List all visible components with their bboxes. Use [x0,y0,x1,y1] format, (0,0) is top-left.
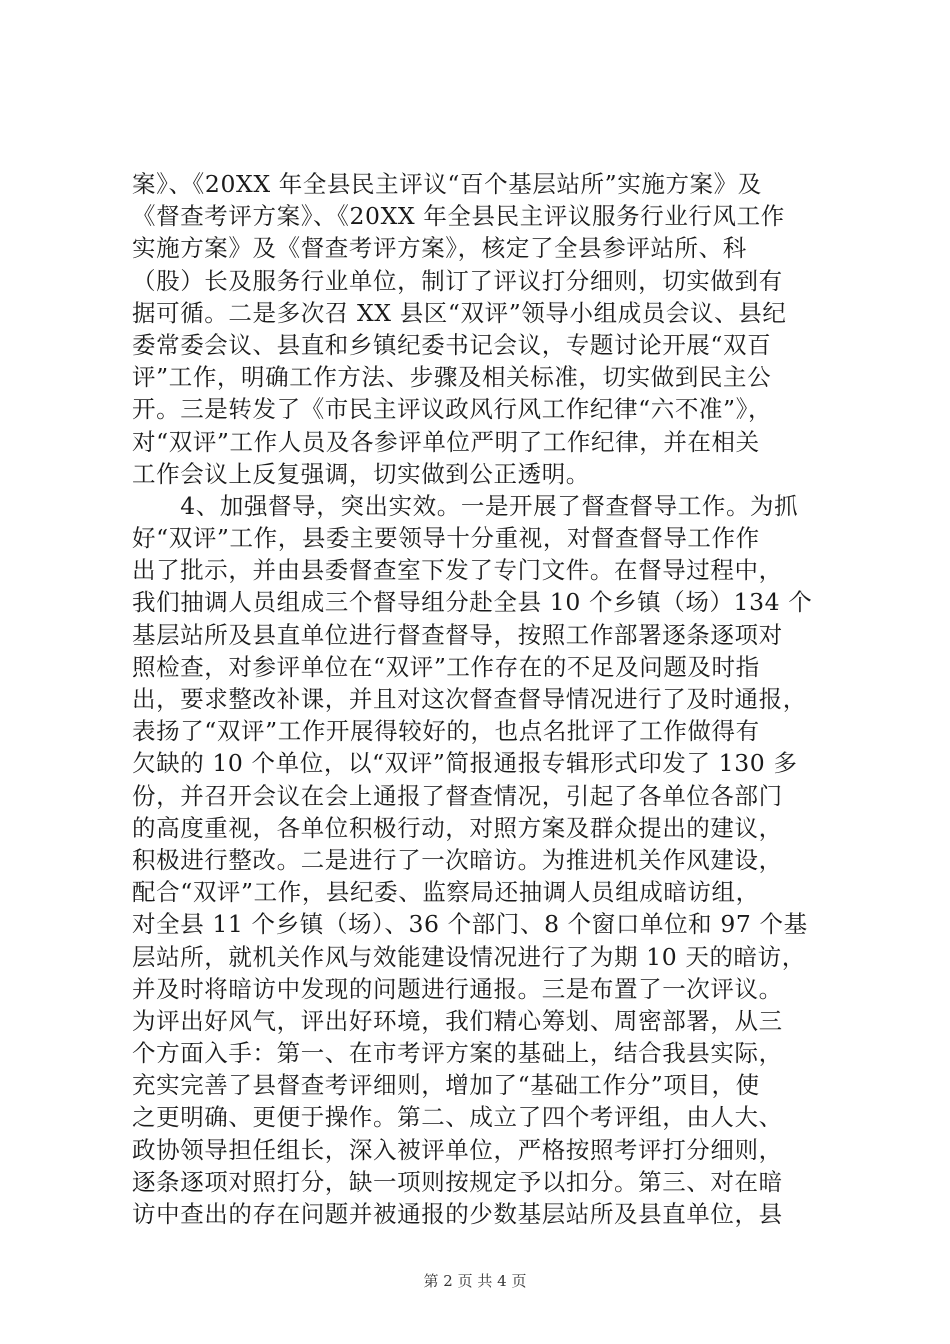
text-line: 欠缺的 10 个单位，以“双评”简报通报专辑形式印发了 130 多 [132,749,798,778]
text-line: 《督查考评方案》、《20XX 年全县民主评议服务行业行风工作 [132,202,785,231]
text-line: 案》、《20XX 年全县民主评议“百个基层站所”实施方案》及 [132,170,762,198]
text-line: 工作会议上反复强调，切实做到公正透明。 [132,459,590,488]
text-line: 委常委会议、县直和乡镇纪委书记会议，专题讨论开展“双百 [132,330,772,359]
text-line: 实施方案》及《督查考评方案》，核定了全县参评站所、科 [132,234,747,263]
text-line: 照检查，对参评单位在“双评”工作存在的不足及问题及时指 [132,652,760,681]
text-line: 并及时将暗访中发现的问题进行通报。三是布置了一次评议。 [132,974,783,1003]
text-line: 出，要求整改补课，并且对这次督查督导情况进行了及时通报， [132,685,807,713]
text-line: 层站所，就机关作风与效能建设情况进行了为期 10 天的暗访， [132,942,806,971]
text-line: 配合“双评”工作，县纪委、监察局还抽调人员组成暗访组， [132,878,760,907]
body-text [132,168,832,1230]
text-line: 个方面入手：第一、在市考评方案的基础上，结合我县实际， [132,1039,783,1068]
text-line: 的高度重视，各单位积极行动，对照方案及群众提出的建议， [132,813,783,842]
text-line: 好“双评”工作，县委主要领导十分重视，对督查督导工作作 [132,524,760,553]
text-line: 积极进行整改。二是进行了一次暗访。为推进机关作风建设， [132,845,783,874]
page-number-footer: 第 2 页 共 4 页 [423,1272,527,1290]
text-line: 基层站所及县直单位进行督查督导，按照工作部署逐条逐项对 [132,620,783,649]
text-line: 访中查出的存在问题并被通报的少数基层站所及县直单位，县 [132,1200,783,1228]
text-line: 充实完善了县督查考评细则，增加了“基础工作分”项目，使 [132,1071,760,1100]
text-line: 4、加强督导，突出实效。一是开展了督查督导工作。为抓 [132,491,799,520]
text-line: 开。三是转发了《市民主评议政风行风工作纪律“六不准”》， [132,395,773,424]
text-line: 出了批示，并由县委督查室下发了专门文件。在督导过程中， [132,556,783,585]
text-line: 之更明确、更便于操作。第二、成立了四个考评组，由人大、 [132,1103,783,1132]
text-line: 我们抽调人员组成三个督导组分赴全县 10 个乡镇（场）134 个 [132,588,813,617]
text-line: 政协领导担任组长，深入被评单位，严格按照考评打分细则， [132,1135,783,1164]
text-line: 逐条逐项对照打分，缺一项则按规定予以扣分。第三、对在暗 [132,1167,783,1196]
text-line: 表扬了“双评”工作开展得较好的，也点名批评了工作做得有 [132,717,760,746]
text-line: 对“双评”工作人员及各参评单位严明了工作纪律，并在相关 [132,427,760,456]
text-line: 为评出好风气，评出好环境，我们精心筹划、周密部署，从三 [132,1006,783,1035]
text-line: 份，并召开会议在会上通报了督查情况，引起了各单位各部门 [132,781,783,810]
text-line: 据可循。二是多次召 XX 县区“双评”领导小组成员会议、县纪 [132,298,787,327]
text-line: 对全县 11 个乡镇（场）、36 个部门、8 个窗口单位和 97 个基 [132,910,808,939]
text-line: 评”工作，明确工作方法、步骤及相关标准，切实做到民主公 [132,363,772,392]
text-line: （股）长及服务行业单位，制订了评议打分细则，切实做到有 [132,266,783,295]
